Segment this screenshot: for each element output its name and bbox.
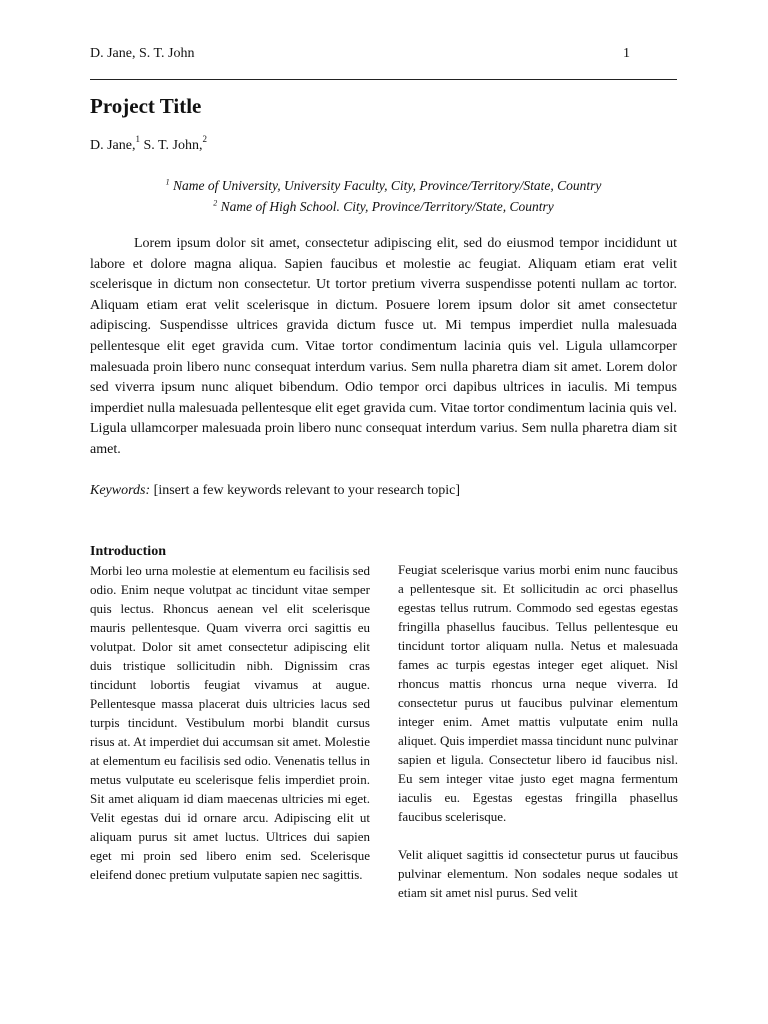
body-paragraph: Feugiat scelerisque varius morbi enim nunc faucibus a pellentesque sit. Et sollicitudin ac orci phasellus egestas tellus rutrum. Commodo sed egestas egestas fringilla phasellus faucibus. Tellus pellentesque eu tincidunt tortor aliquam nulla. Netus et malesuada fames ac turpis egestas integer eget aliquet. Nisl rhoncus mattis rhoncus urna neque viverra. Id consectetur purus ut faucibus pulvinar elementum integer enim. Amet mattis vulputate enim nulla aliquet. Quis imperdiet massa tincidunt nunc pulvinar sapien et ligula. Consectetur libero id faucibus nisl. Eu sem integer vitae justo eget magna fermentum iaculis eu. Egestas egestas fringilla phasellus faucibus scelerisque. (398, 562, 678, 824)
body-paragraph-continued: Velit aliquet sagittis id consectetur purus ut faucibus pulvinar elementum. Non sodales neque sodales ut etiam sit amet nisl purus. Sed velit (398, 847, 678, 900)
abstract-paragraph: Lorem ipsum dolor sit amet, consectetur adipiscing elit, sed do eiusmod tempor incididunt ut labore et dolore magna aliqua. Sapien faucibus et molestie ac feugiat. Aliquam etiam erat velit scelerisque in dictum non consectetur. Ut tortor pretium viverra suspendisse potenti nullam ac tortor. Aliquam etiam erat velit scelerisque in dictum. Posuere lorem ipsum dolor sit amet consectetur adipiscing. Suspendisse ultrices gravida dictum fusce ut. Mi tempus imperdiet nulla malesuada pellentesque elit eget gravida cum. Vitae tortor condimentum lacinia quis vel. Ligula ullamcorper malesuada proin libero nunc consequat interdum varius. Sem nulla pharetra diam sit amet. Lorem dolor sed viverra ipsum nunc aliquet bibendum. Odio tempor orci dapibus ultrices in iaculis. Mi tempus imperdiet nulla malesuada pellentesque elit eget gravida cum. Vitae tortor condimentum lacinia quis vel. Ligula ullamcorper malesuada proin libero nunc consequat interdum varius. Sem nulla pharetra diam sit amet. (90, 236, 677, 457)
author-affil-mark: 2 (202, 134, 207, 145)
affiliation-mark: 1 (165, 177, 170, 187)
keywords-text: [insert a few keywords relevant to your research topic] (153, 483, 460, 498)
keywords-label: Keywords: (90, 483, 151, 498)
affiliation-line (90, 175, 677, 196)
affiliations (90, 175, 677, 217)
section-heading-introduction: Introduction (90, 544, 166, 559)
affiliation-line (90, 196, 677, 217)
author-name: S. T. John, (143, 138, 203, 153)
left-column (90, 543, 370, 884)
page-number: 1 (623, 46, 630, 61)
author-affil-mark: 1 (135, 134, 140, 145)
author-line (90, 134, 207, 155)
keywords-line (90, 481, 677, 501)
affiliation-mark: 2 (213, 198, 218, 208)
right-column (398, 560, 678, 902)
author-name: D. Jane, (90, 138, 136, 153)
header-rule (90, 79, 677, 80)
page-title: Project Title (90, 94, 202, 118)
body-paragraph: Morbi leo urna molestie at elementum eu facilisis sed odio. Enim neque volutpat ac tincidunt vitae semper quis lectus. Rhoncus aenean vel elit scelerisque mauris pellentesque. Quam viverra orci sagittis eu volutpat. Dolor sit amet consectetur adipiscing elit duis tristique sollicitudin nibh. Dignissim cras tincidunt lobortis feugiat vivamus at augue. Pellentesque massa placerat duis ultricies lacus sed turpis tincidunt. Vestibulum morbi blandit cursus risus at. At imperdiet dui accumsan sit amet. Molestie at elementum eu facilisis sed odio. Venenatis tellus in metus vulputate eu scelerisque felis imperdiet proin. Sit amet aliquam id diam maecenas ultricies mi eget. Velit egestas dui id ornare arcu. Adipiscing elit ut aliquam purus sit amet luctus. Ultrices dui sapien eget mi proin sed libero enim sed. Scelerisque eleifend donec pretium vulputate sapien nec sagittis. (90, 563, 370, 882)
running-header (90, 45, 678, 63)
affiliation-text: Name of High School. City, Province/Territory/State, Country (220, 199, 554, 214)
header-authors: D. Jane, S. T. John (90, 46, 195, 61)
affiliation-text: Name of University, University Faculty, City, Province/Territory/State, Country (173, 178, 602, 193)
